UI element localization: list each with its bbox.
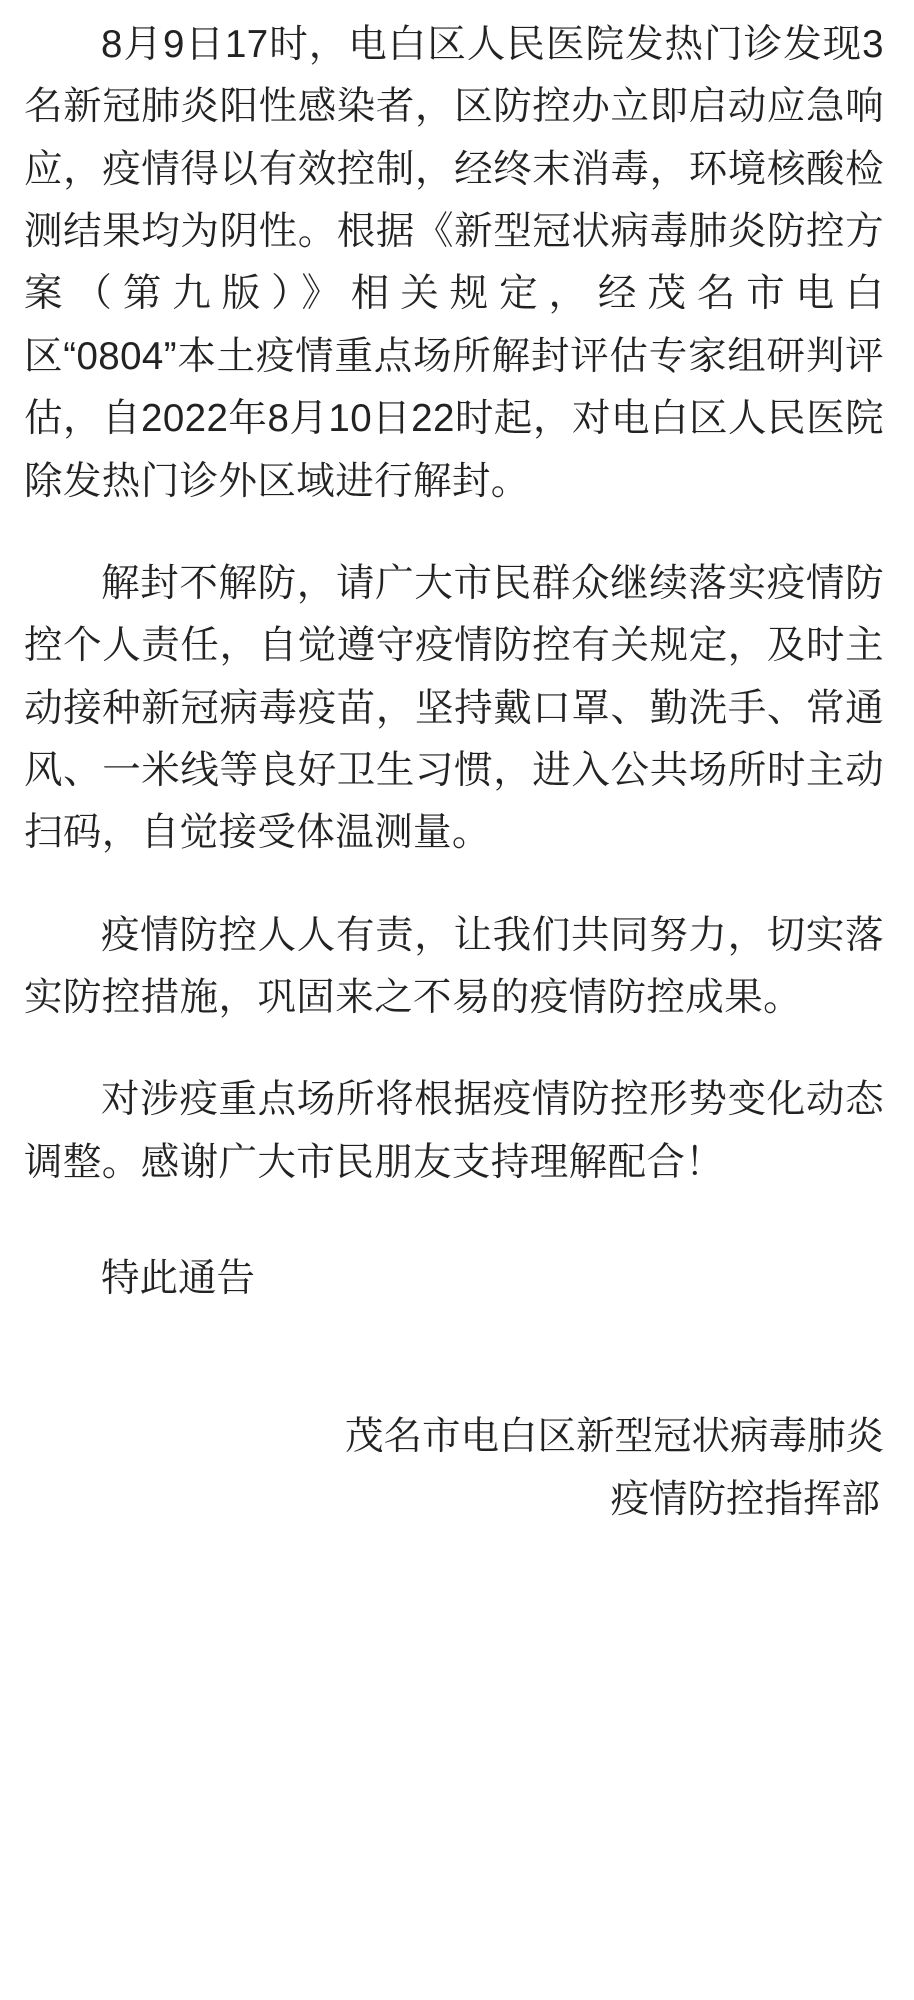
paragraph-3: 疫情防控人人有责，让我们共同努力，切实落实防控措施，巩固来之不易的疫情防控成果。: [24, 913, 884, 1020]
signature-block: [24, 1406, 884, 1531]
notice-body: [24, 14, 884, 1531]
paragraph-4: 对涉疫重点场所将根据疫情防控形势变化动态调整。感谢广大市民朋友支持理解配合！: [24, 1078, 884, 1184]
paragraph-2: 解封不解防，请广大市民群众继续落实疫情防控个人责任，自觉遵守疫情防控有关规定，及时主动接种新冠病毒疫苗，坚持戴口罩、勤洗手、常通风、一米线等良好卫生习惯，进入公共场所时主动扫码，自觉接受体温测量。: [24, 561, 884, 855]
paragraph-1: 8月9日17时，电白区人民医院发热门诊发现3名新冠肺炎阳性感染者，区防控办立即启动应急响应，疫情得以有效控制，经终末消毒，环境核酸检测结果均为阴性。根据《新型冠状病毒肺炎防控方案（第九版）》相关规定，经茂名市电白区“0804”本土疫情重点场所解封评估专家组研判评估，自2022年8月10日22时起，对电白区人民医院除发热门诊外区域进行解封。: [24, 23, 884, 503]
closing-statement: 特此通告: [101, 1257, 256, 1301]
signature-department: 疫情防控指挥部: [610, 1477, 880, 1521]
signature-organization: 茂名市电白区新型冠状病毒肺炎: [344, 1415, 884, 1459]
